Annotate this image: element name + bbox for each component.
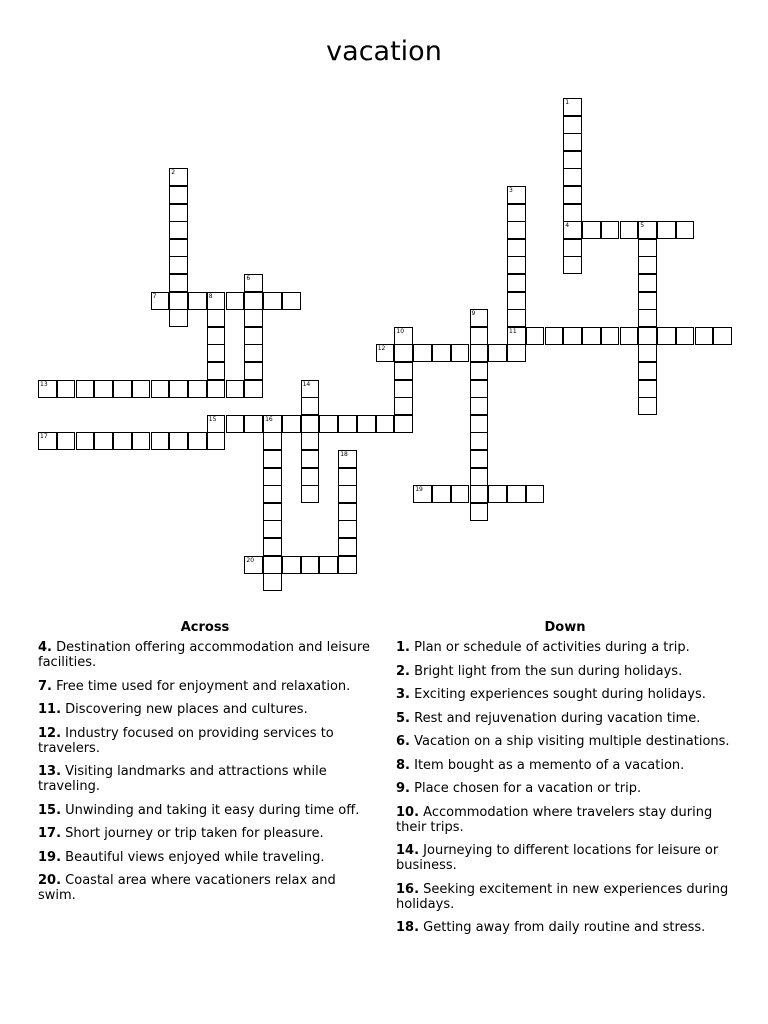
grid-cell[interactable] — [319, 556, 338, 574]
grid-cell[interactable] — [263, 503, 282, 521]
cell-number: 12 — [377, 345, 386, 353]
grid-cell[interactable] — [113, 380, 132, 398]
grid-cell[interactable] — [38, 380, 57, 398]
grid-cell[interactable] — [226, 292, 245, 310]
grid-cell[interactable] — [507, 186, 526, 204]
clue-number: 17. — [38, 826, 62, 841]
grid-cell[interactable] — [244, 556, 263, 574]
clue-number: 20. — [38, 873, 62, 888]
cell-number: 5 — [640, 222, 645, 230]
grid-cell[interactable] — [244, 292, 263, 310]
grid-cell[interactable] — [526, 485, 545, 503]
grid-cell[interactable] — [582, 221, 601, 239]
grid-cell[interactable] — [488, 485, 507, 503]
grid-cell[interactable] — [507, 344, 526, 362]
grid-cell[interactable] — [169, 168, 188, 186]
grid-cell[interactable] — [207, 362, 226, 380]
grid-cell[interactable] — [638, 274, 657, 292]
grid-cell[interactable] — [432, 485, 451, 503]
grid-cell[interactable] — [301, 485, 320, 503]
grid-cell[interactable] — [226, 415, 245, 433]
grid-cell[interactable] — [376, 415, 395, 433]
across-clue — [38, 702, 372, 717]
grid-cell[interactable] — [470, 415, 489, 433]
grid-cell[interactable] — [169, 380, 188, 398]
grid-cell[interactable] — [676, 221, 695, 239]
grid-cell[interactable] — [488, 344, 507, 362]
grid-cell[interactable] — [263, 450, 282, 468]
grid-cell[interactable] — [507, 485, 526, 503]
clue-number: 1. — [396, 640, 410, 655]
grid-cell[interactable] — [188, 292, 207, 310]
grid-cell[interactable] — [507, 292, 526, 310]
grid-cell[interactable] — [282, 292, 301, 310]
cell-number: 8 — [208, 292, 213, 300]
grid-cell[interactable] — [507, 204, 526, 222]
cell-number: 7 — [152, 292, 157, 300]
grid-cell[interactable] — [263, 468, 282, 486]
grid-cell[interactable] — [695, 327, 714, 345]
grid-cell[interactable] — [507, 327, 526, 345]
grid-cell[interactable] — [563, 221, 582, 239]
grid-cell[interactable] — [169, 309, 188, 327]
grid-cell[interactable] — [563, 116, 582, 134]
grid-cell[interactable] — [507, 309, 526, 327]
grid-cell[interactable] — [226, 380, 245, 398]
clue-number: 16. — [396, 881, 420, 897]
grid-cell[interactable] — [638, 239, 657, 257]
grid-cell[interactable] — [207, 380, 226, 398]
grid-cell[interactable] — [563, 327, 582, 345]
grid-cell[interactable] — [301, 556, 320, 574]
grid-cell[interactable] — [301, 380, 320, 398]
grid-cell[interactable] — [470, 380, 489, 398]
grid-cell[interactable] — [244, 380, 263, 398]
grid-cell[interactable] — [394, 344, 413, 362]
cell-number: 10 — [396, 327, 405, 335]
grid-cell[interactable] — [207, 292, 226, 310]
grid-cell[interactable] — [638, 397, 657, 415]
clue-text: Seeking excitement in new experiences during holidays. — [396, 881, 729, 912]
grid-cell[interactable] — [470, 450, 489, 468]
across-clue — [38, 726, 372, 756]
clue-number: 18. — [396, 920, 420, 935]
down-clues-column — [396, 620, 734, 944]
grid-cell[interactable] — [169, 221, 188, 239]
grid-cell[interactable] — [76, 432, 95, 450]
grid-cell[interactable] — [638, 292, 657, 310]
grid-cell[interactable] — [263, 556, 282, 574]
grid-cell[interactable] — [526, 327, 545, 345]
grid-cell[interactable] — [563, 151, 582, 169]
grid-cell[interactable] — [282, 415, 301, 433]
cell-number: 6 — [246, 275, 251, 282]
grid-cell[interactable] — [563, 186, 582, 204]
grid-cell[interactable] — [301, 450, 320, 468]
grid-cell[interactable] — [638, 309, 657, 327]
grid-cell[interactable] — [676, 327, 695, 345]
clue-text: Destination offering accommodation and leisure facilities. — [38, 640, 370, 670]
grid-cell[interactable] — [620, 327, 639, 345]
grid-cell[interactable] — [169, 204, 188, 222]
grid-cell[interactable] — [338, 468, 357, 486]
grid-cell[interactable] — [470, 309, 489, 327]
grid-cell[interactable] — [263, 415, 282, 433]
grid-cell[interactable] — [57, 380, 76, 398]
clue-number: 3. — [396, 687, 410, 702]
cell-number: 19 — [415, 486, 423, 494]
grid-cell[interactable] — [657, 221, 676, 239]
grid-cell[interactable] — [301, 415, 320, 433]
grid-cell[interactable] — [263, 485, 282, 503]
grid-cell[interactable] — [188, 380, 207, 398]
grid-cell[interactable] — [413, 485, 432, 503]
grid-cell[interactable] — [244, 344, 263, 362]
grid-cell[interactable] — [563, 204, 582, 222]
grid-cell[interactable] — [451, 344, 470, 362]
grid-cell[interactable] — [263, 432, 282, 450]
grid-cell[interactable] — [545, 327, 564, 345]
down-clue — [396, 843, 734, 873]
grid-cell[interactable] — [563, 168, 582, 186]
clue-number: 8. — [396, 757, 410, 773]
grid-cell[interactable] — [338, 415, 357, 433]
grid-cell[interactable] — [151, 292, 170, 310]
down-clue — [396, 687, 734, 702]
clue-number: 13. — [38, 764, 62, 779]
grid-cell[interactable] — [563, 133, 582, 151]
across-clue-list — [38, 640, 372, 903]
clue-text: Accommodation where travelers stay during their trips. — [396, 804, 713, 835]
down-clue — [396, 711, 734, 726]
grid-cell[interactable] — [188, 432, 207, 450]
grid-cell[interactable] — [657, 327, 676, 345]
grid-cell[interactable] — [638, 327, 657, 345]
down-clue — [396, 640, 734, 655]
grid-cell[interactable] — [451, 485, 470, 503]
grid-cell[interactable] — [394, 397, 413, 415]
grid-cell[interactable] — [301, 397, 320, 415]
grid-cell[interactable] — [413, 344, 432, 362]
grid-cell[interactable] — [169, 186, 188, 204]
clue-text: Vacation on a ship visiting multiple destinations. — [414, 734, 730, 749]
grid-cell[interactable] — [38, 432, 57, 450]
grid-cell[interactable] — [620, 221, 639, 239]
grid-cell[interactable] — [132, 380, 151, 398]
grid-cell[interactable] — [638, 380, 657, 398]
clue-number: 4. — [38, 640, 52, 655]
down-clue — [396, 758, 734, 773]
grid-cell[interactable] — [470, 432, 489, 450]
clue-number: 19. — [38, 849, 62, 865]
grid-cell[interactable] — [563, 98, 582, 116]
grid-cell[interactable] — [76, 380, 95, 398]
grid-cell[interactable] — [169, 239, 188, 257]
grid-cell[interactable] — [394, 362, 413, 380]
grid-cell[interactable] — [319, 415, 338, 433]
grid-cell[interactable] — [244, 362, 263, 380]
grid-cell[interactable] — [151, 432, 170, 450]
clue-text: Free time used for enjoyment and relaxation. — [56, 678, 351, 694]
grid-cell[interactable] — [244, 274, 263, 292]
cell-number: 9 — [471, 310, 476, 318]
grid-cell[interactable] — [357, 415, 376, 433]
grid-cell[interactable] — [432, 344, 451, 362]
grid-cell[interactable] — [601, 221, 620, 239]
cell-number: 1 — [565, 99, 570, 106]
grid-cell[interactable] — [338, 556, 357, 574]
cell-number: 14 — [302, 380, 311, 388]
grid-cell[interactable] — [207, 309, 226, 327]
grid-cell[interactable] — [207, 432, 226, 450]
grid-cell[interactable] — [638, 344, 657, 362]
grid-cell[interactable] — [94, 380, 113, 398]
grid-cell[interactable] — [394, 415, 413, 433]
grid-cell[interactable] — [713, 327, 732, 345]
clue-number: 12. — [38, 725, 62, 741]
clue-text: Visiting landmarks and attractions while traveling. — [38, 764, 327, 794]
grid-cell[interactable] — [207, 415, 226, 433]
clue-number: 6. — [396, 734, 410, 749]
grid-cell[interactable] — [638, 256, 657, 274]
clue-number: 9. — [396, 781, 410, 796]
clue-text: Place chosen for a vacation or trip. — [414, 781, 642, 796]
grid-cell[interactable] — [94, 432, 113, 450]
grid-cell[interactable] — [113, 432, 132, 450]
clue-text: Bright light from the sun during holidays. — [414, 663, 683, 679]
down-clue — [396, 781, 734, 796]
clue-text: Exciting experiences sought during holidays. — [414, 687, 706, 702]
across-clue — [38, 826, 372, 841]
clue-number: 10. — [396, 804, 420, 820]
down-clue — [396, 920, 734, 935]
cell-number: 11 — [509, 327, 517, 335]
cell-number: 17 — [40, 433, 48, 441]
clue-text: Industry focused on providing services to travelers. — [38, 725, 334, 756]
grid-cell[interactable] — [244, 415, 263, 433]
grid-cell[interactable] — [151, 380, 170, 398]
grid-cell[interactable] — [470, 503, 489, 521]
grid-cell[interactable] — [394, 327, 413, 345]
grid-cell[interactable] — [263, 520, 282, 538]
grid-cell[interactable] — [507, 256, 526, 274]
grid-cell[interactable] — [263, 573, 282, 591]
across-clue — [38, 850, 372, 865]
grid-cell[interactable] — [563, 256, 582, 274]
grid-cell[interactable] — [263, 292, 282, 310]
clue-number: 2. — [396, 663, 410, 679]
clue-number: 14. — [396, 843, 420, 858]
down-clue-list — [396, 640, 734, 935]
grid-cell[interactable] — [507, 221, 526, 239]
grid-cell[interactable] — [282, 556, 301, 574]
grid-cell[interactable] — [244, 309, 263, 327]
grid-cell[interactable] — [57, 432, 76, 450]
grid-cell[interactable] — [563, 239, 582, 257]
cell-number: 20 — [246, 556, 255, 564]
across-clue — [38, 803, 372, 818]
grid-cell[interactable] — [338, 538, 357, 556]
clue-number: 7. — [38, 678, 52, 694]
across-heading: Across — [180, 620, 230, 635]
grid-cell[interactable] — [470, 485, 489, 503]
across-clue — [38, 679, 372, 694]
grid-cell[interactable] — [301, 432, 320, 450]
grid-cell[interactable] — [601, 327, 620, 345]
grid-cell[interactable] — [263, 538, 282, 556]
grid-cell[interactable] — [338, 520, 357, 538]
across-clue — [38, 764, 372, 794]
clue-text: Beautiful views enjoyed while traveling. — [65, 849, 325, 865]
cell-number: 16 — [265, 415, 273, 423]
grid-cell[interactable] — [638, 221, 657, 239]
grid-cell[interactable] — [376, 344, 395, 362]
puzzle-title: vacation — [326, 36, 442, 67]
down-clue — [396, 805, 734, 835]
clue-text: Short journey or trip taken for pleasure. — [65, 826, 324, 841]
clue-number: 11. — [38, 702, 62, 717]
cell-number: 15 — [208, 415, 217, 423]
grid-cell[interactable] — [169, 432, 188, 450]
grid-cell[interactable] — [207, 327, 226, 345]
clue-number: 5. — [396, 710, 410, 726]
grid-cell[interactable] — [244, 327, 263, 345]
grid-cell[interactable] — [470, 362, 489, 380]
cell-number: 18 — [340, 451, 348, 458]
grid-cell[interactable] — [394, 380, 413, 398]
down-clue — [396, 664, 734, 679]
clue-text: Getting away from daily routine and stress. — [423, 920, 706, 935]
clue-text: Rest and rejuvenation during vacation time. — [414, 710, 701, 726]
grid-cell[interactable] — [338, 450, 357, 468]
grid-cell[interactable] — [470, 468, 489, 486]
cell-number: 2 — [171, 169, 176, 177]
grid-cell[interactable] — [338, 503, 357, 521]
clue-text: Unwinding and taking it easy during time off. — [65, 802, 360, 818]
clue-text: Plan or schedule of activities during a trip. — [414, 640, 690, 655]
grid-cell[interactable] — [169, 256, 188, 274]
clue-text: Coastal area where vacationers relax and swim. — [38, 873, 336, 903]
grid-cell[interactable] — [582, 327, 601, 345]
down-clue — [396, 882, 734, 912]
clue-text: Journeying to different locations for leisure or business. — [396, 843, 719, 873]
clue-text: Item bought as a memento of a vacation. — [414, 757, 685, 773]
grid-cell[interactable] — [301, 468, 320, 486]
grid-cell[interactable] — [638, 362, 657, 380]
clue-number: 15. — [38, 802, 62, 818]
cell-number: 4 — [565, 222, 570, 230]
cell-number: 3 — [509, 187, 513, 194]
across-clue — [38, 873, 372, 903]
across-clue — [38, 640, 372, 670]
across-clues-column — [38, 620, 372, 912]
grid-cell[interactable] — [507, 239, 526, 257]
clue-text: Discovering new places and cultures. — [65, 702, 308, 717]
grid-cell[interactable] — [470, 327, 489, 345]
down-heading: Down — [544, 620, 586, 635]
grid-cell[interactable] — [132, 432, 151, 450]
grid-cell[interactable] — [169, 292, 188, 310]
grid-cell[interactable] — [169, 274, 188, 292]
grid-cell[interactable] — [338, 485, 357, 503]
down-clue — [396, 734, 734, 749]
cell-number: 13 — [40, 380, 48, 388]
grid-cell[interactable] — [470, 397, 489, 415]
grid-cell[interactable] — [507, 274, 526, 292]
grid-cell[interactable] — [470, 344, 489, 362]
grid-cell[interactable] — [207, 344, 226, 362]
